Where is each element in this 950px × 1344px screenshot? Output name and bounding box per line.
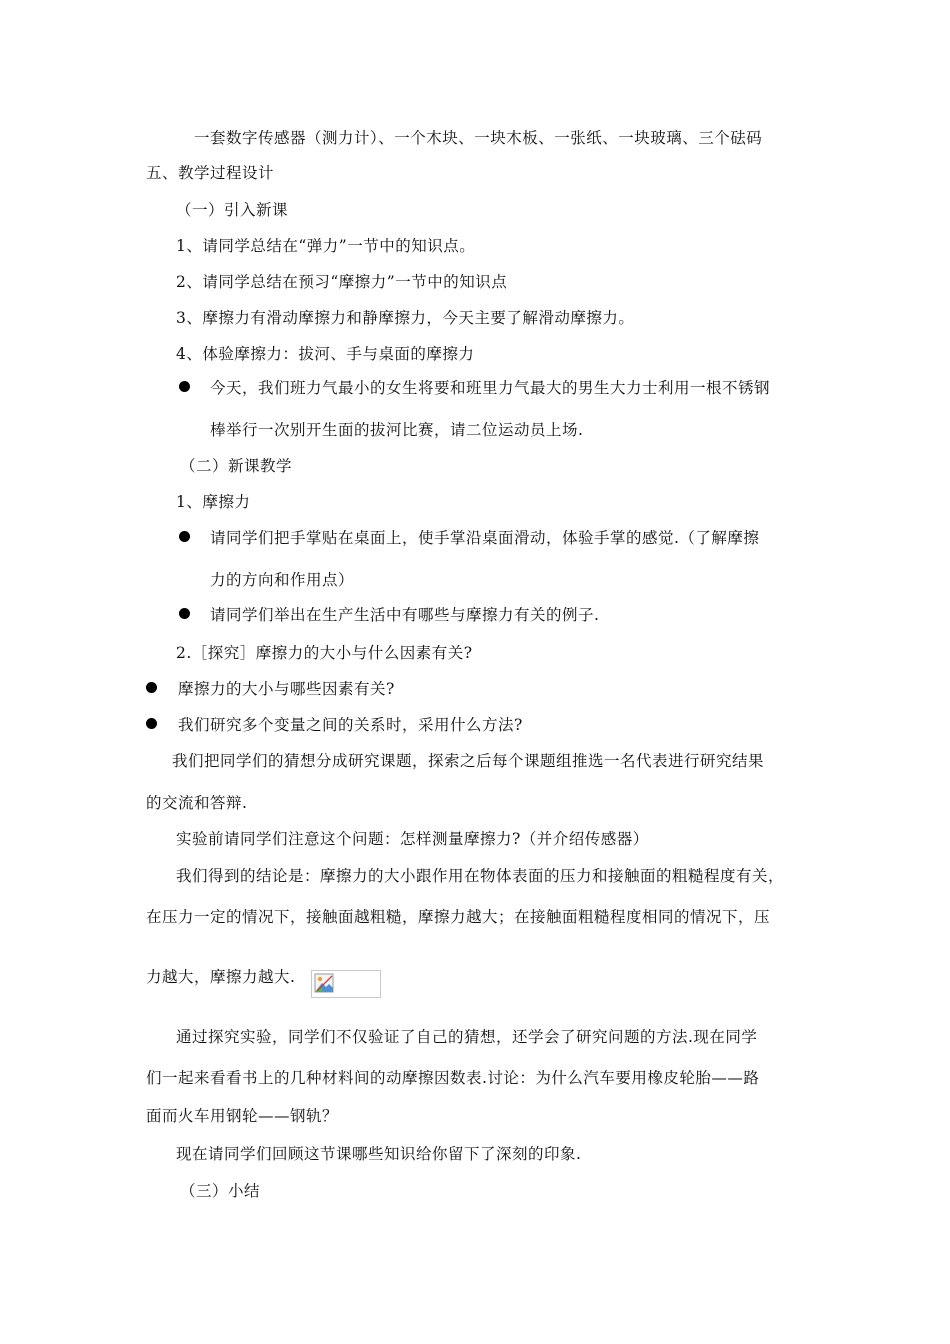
paragraph-line: 在压力一定的情况下，接触面越粗糙，摩擦力越大；在接触面粗糙程度相同的情况下，压 [146,908,771,926]
paragraph-line: 面而火车用钢轮——钢轨？ [146,1107,339,1125]
subsection-heading: （二）新课教学 [180,457,293,475]
bullet-icon [179,381,190,392]
paragraph-line: 现在请同学们回顾这节课哪些知识给你留下了深刻的印象. [176,1145,582,1163]
bullet-text: 我们研究多个变量之间的关系时，采用什么方法? [178,716,523,734]
subsection-heading: （一）引入新课 [176,201,289,219]
subsection-heading: （三）小结 [180,1182,261,1200]
paragraph-line: 通过探究实验，同学们不仅验证了自己的猜想，还学会了研究问题的方法.现在同学 [176,1028,758,1046]
bullet-text: 请同学们举出在生产生活中有哪些与摩擦力有关的例子. [210,606,600,624]
section-heading: 五、教学过程设计 [146,164,275,182]
paragraph-line: 我们把同学们的猜想分成研究课题，探索之后每个课题组推选一名代表进行研究结果 [172,752,765,770]
bullet-icon [146,682,157,693]
list-item: 3、摩擦力有滑动摩擦力和静摩擦力，今天主要了解滑动摩擦力。 [176,309,635,327]
bullet-text: 请同学们把手掌贴在桌面上，使手掌沿桌面滑动，体验手掌的感觉.（了解摩擦 [210,529,760,547]
bullet-text-continued: 棒举行一次别开生面的拔河比赛，请二位运动员上场. [210,421,584,439]
paragraph-line: 实验前请同学们注意这个问题：怎样测量摩擦力?（并介绍传感器） [176,830,649,848]
paragraph-line: 的交流和答辩. [146,794,248,812]
list-item: 1、请同学总结在“弹力”一节中的知识点。 [176,237,476,255]
bullet-text-continued: 力的方向和作用点） [210,571,355,589]
paragraph-line: 们一起来看看书上的几种材料间的动摩擦因数表.讨论：为什么汽车要用橡皮轮胎——路 [146,1069,760,1087]
bullet-icon [179,531,190,542]
paragraph-line: 力越大，摩擦力越大. [146,968,296,986]
bullet-icon [179,608,190,619]
image-placeholder [311,970,381,998]
list-item: 4、体验摩擦力：拔河、手与桌面的摩擦力 [176,345,475,363]
bullet-icon [146,718,157,729]
bullet-text: 摩擦力的大小与哪些因素有关? [178,680,395,698]
list-item: 1、摩擦力 [176,493,251,511]
bullet-text: 今天，我们班力气最小的女生将要和班里力气最大的男生大力士利用一根不锈钢 [210,379,771,397]
paragraph-line: 我们得到的结论是：摩擦力的大小跟作用在物体表面的压力和接触面的粗糙程度有关， [176,867,785,885]
broken-image-icon [314,973,334,993]
list-item: 2.［探究］摩擦力的大小与什么因素有关? [176,644,473,662]
text-line: 一套数字传感器（测力计）、一个木块、一块木板、一张纸、一块玻璃、三个砝码 [194,129,763,147]
list-item: 2、请同学总结在预习“摩擦力”一节中的知识点 [176,273,508,291]
